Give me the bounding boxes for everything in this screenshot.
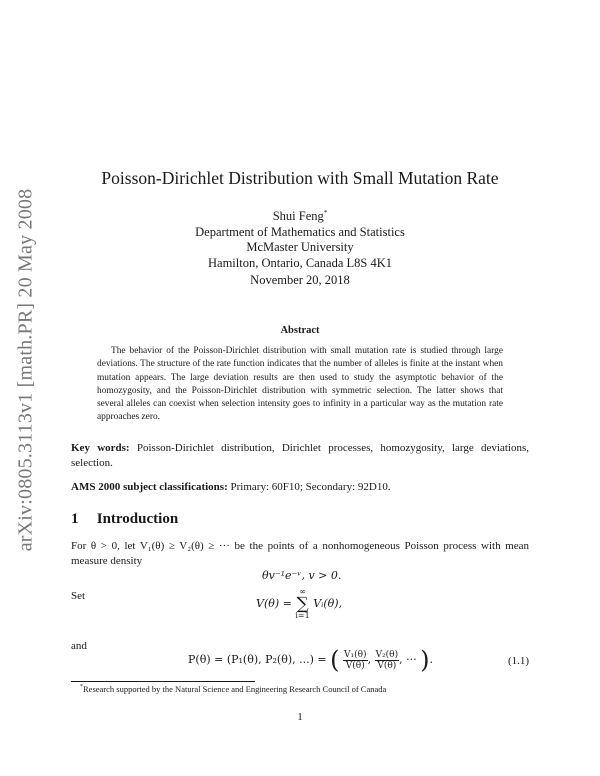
footnote-rule	[71, 681, 255, 682]
keywords	[71, 441, 529, 470]
ams-label: AMS 2000 subject classifications:	[71, 481, 228, 493]
section-heading	[71, 511, 178, 528]
intro-paragraph: For θ > 0, let V₁(θ) ≥ V₂(θ) ≥ ··· be the points of a nonhomogeneous Poisson process with mean measure density	[71, 540, 529, 567]
v-eq-lhs: V(θ) =	[256, 597, 292, 610]
affiliation-department: Department of Mathematics and Statistics	[195, 224, 405, 239]
abstract-body: The behavior of the Poisson-Dirichlet distribution with small mutation rate is studied through large deviations. The structure of the rate function indicates that the number of alleles is finite at the instant when mutation appears. The large deviation results are then used to study the asymptotic behavior of the homozygosity, and the Poisson-Dirichlet distribution with symmetric selection. The latter shows that several alleles can coexist when selection intensity goes to infinity in a particular way as the mutation rate approaches zero.	[97, 346, 503, 423]
keywords-text: Poisson-Dirichlet distribution, Dirichlet processes, homozygosity, large deviations, selection.	[71, 442, 530, 469]
keywords-label: Key words:	[71, 442, 130, 454]
abstract-heading: Abstract	[280, 325, 320, 336]
v-eq-rhs: Vᵢ(θ),	[313, 597, 343, 610]
arxiv-stamp: arXiv:0805.3113v1 [math.PR] 20 May 2008	[14, 188, 37, 552]
ams-classification	[71, 480, 529, 495]
p-equation: P(θ) = (P₁(θ), P₂(θ), ...) = ( $\frac{\text{V₁(θ)}}{V(\theta)}$ , $\frac{\text{V₂(θ)}}{V(\theta)}$ , ··· ).	[188, 646, 433, 674]
fraction-2: $\frac{\text{V₂(θ)}}{V(\theta)}$	[375, 649, 399, 671]
v-sum-equation	[256, 588, 342, 620]
summation-symbol: ∞ ∑ i=1	[295, 587, 310, 620]
page-number: 1	[297, 711, 303, 723]
section-title: Introduction	[96, 511, 179, 527]
equation-number: (1.1)	[508, 655, 530, 667]
section-number: 1	[71, 511, 79, 527]
affiliation-address: Hamilton, Ontario, Canada L8S 4K1	[208, 255, 392, 270]
set-word: Set	[71, 590, 86, 602]
p-eq-lhs: P(θ) = (P₁(θ), P₂(θ), ...) =	[188, 653, 327, 666]
and-word: and	[71, 640, 87, 652]
fraction-1: $\frac{\text{V₁(θ)}}{V(\theta)}$	[344, 649, 367, 671]
author-name: Shui Feng*	[272, 209, 328, 224]
paper-date: November 20, 2018	[250, 273, 350, 287]
footnote: *Research supported by the Natural Science and Engineering Research Council of Canada	[80, 684, 387, 694]
paper-title: Poisson-Dirichlet Distribution with Small Mutation Rate	[101, 168, 499, 188]
author-block	[70, 206, 530, 271]
density-equation: θv⁻¹e⁻ᵛ, v > 0.	[262, 569, 342, 582]
affiliation-university: McMaster University	[246, 240, 354, 255]
ams-text: Primary: 60F10; Secondary: 92D10.	[230, 481, 391, 493]
